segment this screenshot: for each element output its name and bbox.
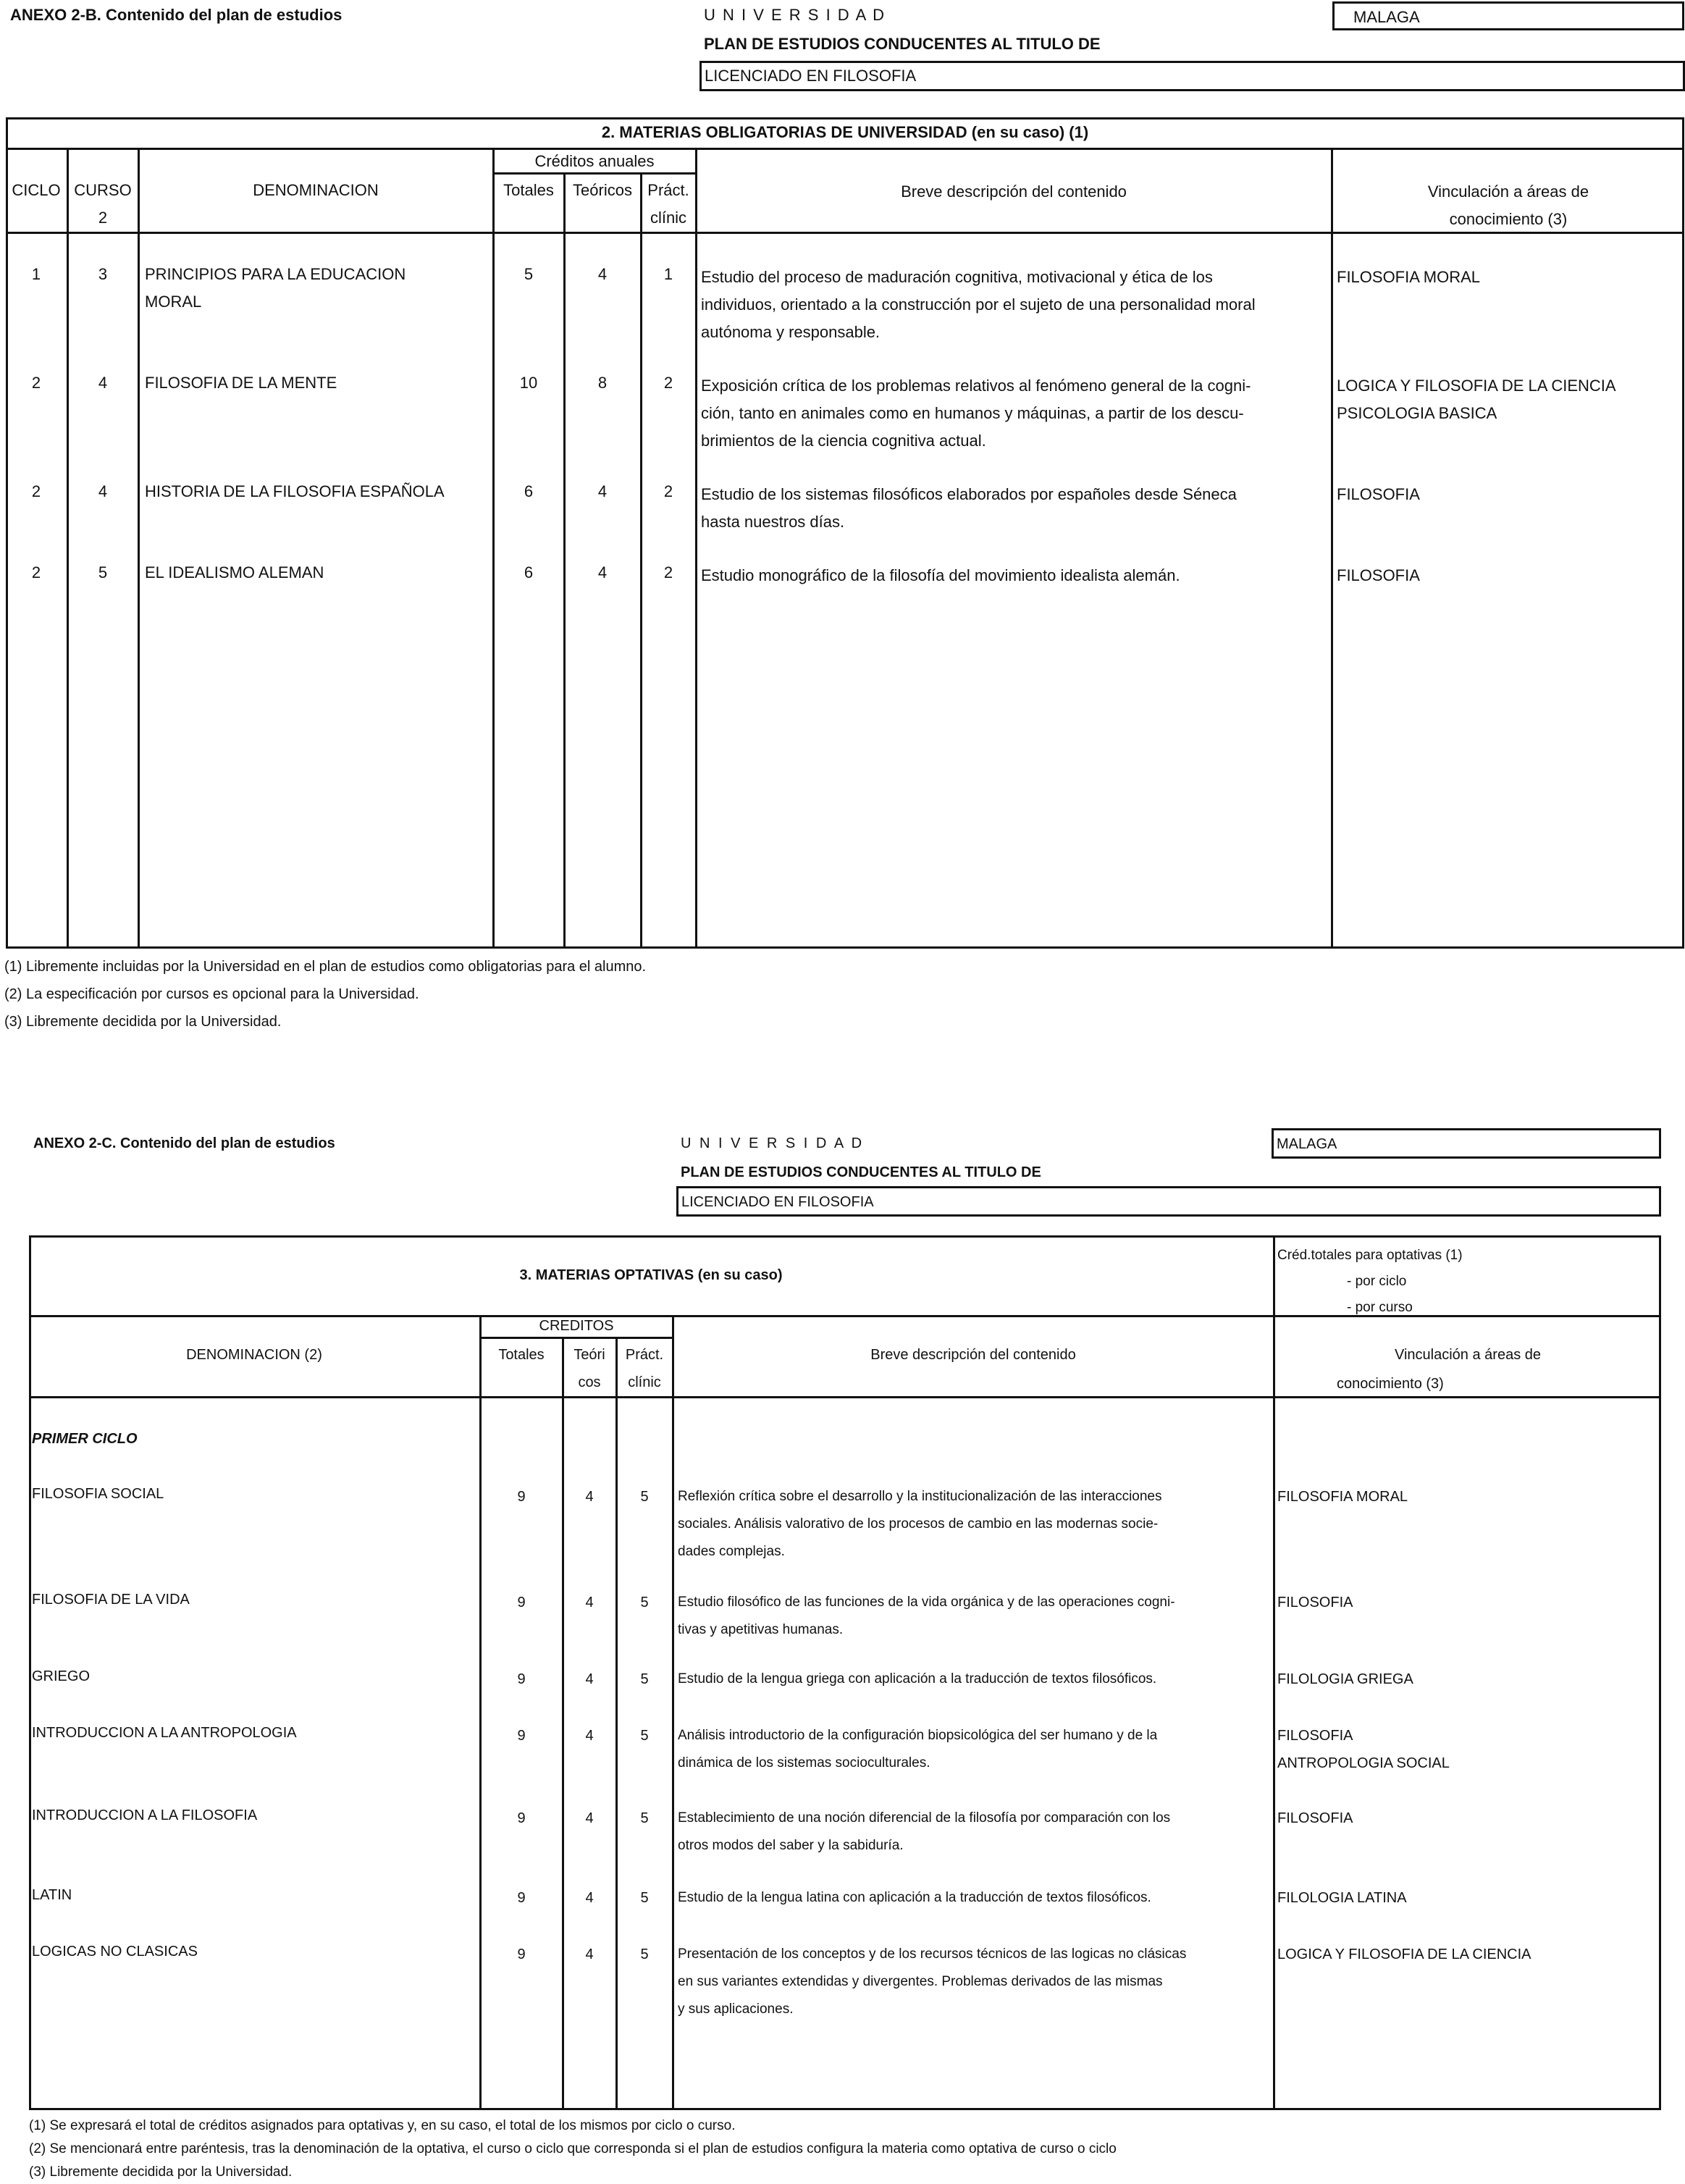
header-practicos: Práct.: [625, 1347, 664, 1363]
cell-denominacion: LOGICAS NO CLASICAS: [32, 1944, 198, 1960]
area-line: LOGICA Y FILOSOFIA DE LA CIENCIA: [1337, 377, 1616, 395]
footnote: (2) Se mencionará entre paréntesis, tras la denominación de la optativa, el curso o ciclo que corresponda si el plan de estudios configura la materia como optativa de curso o ciclo: [29, 2141, 1117, 2156]
plan-label: PLAN DE ESTUDIOS CONDUCENTES AL TITULO DE: [704, 35, 1101, 53]
area-line: FILOSOFIA: [1337, 485, 1420, 503]
descripcion-line: Presentación de los conceptos y de los recursos técnicos de las logicas no clásicas: [678, 1946, 1187, 1962]
cell-teoricos: 4: [585, 1810, 594, 1826]
footnote: (2) La especificación por cursos es opcional para la Universidad.: [4, 986, 419, 1002]
area-line: FILOLOGIA GRIEGA: [1277, 1671, 1413, 1687]
annex-title: ANEXO 2-C. Contenido del plan de estudios: [33, 1135, 335, 1151]
cred-totales-line: - por curso: [1347, 1300, 1413, 1315]
header-creditos: CREDITOS: [539, 1318, 614, 1334]
header-denominacion: DENOMINACION (2): [186, 1347, 322, 1363]
titulo-value: LICENCIADO EN FILOSOFIA: [681, 1194, 874, 1210]
header-vinculacion-2: conocimiento (3): [1337, 1376, 1444, 1392]
cell-areas: [1337, 372, 1616, 427]
cell-curso: 4: [98, 374, 108, 392]
footnote: (1) Se expresará el total de créditos asignados para optativas y, en su caso, el total de los mismos por ciclo o curso.: [29, 2118, 736, 2133]
cell-teoricos: 4: [597, 265, 608, 283]
cell-teoricos: 8: [597, 374, 608, 392]
cell-practicos: 5: [640, 1728, 649, 1744]
cell-denominacion: LATIN: [32, 1887, 72, 1903]
header-denominacion: DENOMINACION: [253, 181, 379, 199]
descripcion-line: otros modos del saber y la sabiduría.: [678, 1838, 904, 1853]
descripcion-line: autónoma y responsable.: [701, 323, 881, 341]
titulo-field: [699, 61, 1685, 91]
cell-denominacion: [145, 478, 445, 505]
area-line: PSICOLOGIA BASICA: [1337, 404, 1497, 422]
footnote: (3) Libremente decidida por la Universidad.: [4, 1014, 282, 1030]
cred-totales-line: - por ciclo: [1347, 1274, 1407, 1289]
cell-totales: 9: [517, 1671, 526, 1687]
table-title: 3. MATERIAS OPTATIVAS (en su caso): [519, 1267, 783, 1283]
area-line: FILOSOFIA: [1277, 1810, 1353, 1826]
cell-totales: 9: [517, 1810, 526, 1826]
cell-teoricos: 4: [585, 1890, 594, 1906]
cell-denominacion: GRIEGO: [32, 1668, 91, 1684]
header-teoricos: Teóri: [573, 1347, 605, 1363]
denominacion-line: PRINCIPIOS PARA LA EDUCACION: [145, 265, 406, 283]
denominacion-line: HISTORIA DE LA FILOSOFIA ESPAÑOLA: [145, 482, 445, 500]
cell-practicos: 2: [663, 374, 673, 392]
descripcion-line: individuos, orientado a la construcción por el sujeto de una personalidad moral: [701, 295, 1256, 314]
cell-teoricos: 4: [585, 1671, 594, 1687]
cell-practicos: 5: [640, 1489, 649, 1505]
cell-denominacion: [145, 369, 337, 397]
descripcion-line: Exposición crítica de los problemas relativos al fenómeno general de la cogni-: [701, 377, 1251, 395]
cell-descripcion: [701, 562, 1180, 589]
cell-descripcion: [701, 481, 1237, 536]
cell-areas: [1277, 1489, 1408, 1505]
descripcion-line: Reflexión crítica sobre el desarrollo y la institucionalización de las interacciones: [678, 1489, 1162, 1504]
cell-totales: 10: [519, 374, 538, 392]
header-creditos: Créditos anuales: [534, 152, 655, 170]
cell-ciclo: 1: [31, 265, 41, 283]
cell-totales: 9: [517, 1946, 526, 1962]
cell-ciclo: 2: [31, 374, 41, 392]
cell-teoricos: 4: [585, 1946, 594, 1962]
cell-descripcion: [701, 264, 1256, 346]
cell-ciclo: 2: [31, 563, 41, 581]
cell-practicos: 1: [663, 265, 673, 283]
cell-descripcion: [678, 1805, 1170, 1860]
cell-descripcion: [678, 1941, 1186, 2023]
cell-practicos: 2: [663, 563, 673, 581]
area-line: ANTROPOLOGIA SOCIAL: [1277, 1755, 1450, 1771]
cell-totales: 6: [524, 563, 534, 581]
descripcion-line: en sus variantes extendidas y divergentes. Problemas derivados de las mismas: [678, 1974, 1163, 1989]
descripcion-line: Estudio de la lengua griega con aplicación a la traducción de textos filosóficos.: [678, 1671, 1157, 1687]
titulo-value: LICENCIADO EN FILOSOFIA: [705, 67, 917, 85]
universidad-field: [1272, 1128, 1661, 1159]
cell-ciclo: 2: [31, 482, 41, 500]
descripcion-line: dades complejas.: [678, 1544, 785, 1559]
footnotes: [4, 953, 646, 1036]
cell-teoricos: 4: [585, 1489, 594, 1505]
header-ciclo: CICLO: [12, 181, 61, 199]
annex-title: ANEXO 2-B. Contenido del plan de estudios: [10, 6, 343, 24]
area-line: FILOSOFIA MORAL: [1337, 268, 1481, 286]
descripcion-line: dinámica de los sistemas socioculturales.: [678, 1755, 930, 1771]
cell-areas: [1337, 264, 1480, 291]
cell-teoricos: 4: [597, 563, 608, 581]
cell-descripcion: [678, 1483, 1162, 1566]
cell-areas: [1277, 1890, 1407, 1907]
cell-descripcion: [678, 1589, 1175, 1644]
descripcion-line: Estudio de la lengua latina con aplicación a la traducción de textos filosóficos.: [678, 1890, 1151, 1905]
descripcion-line: Estudio monográfico de la filosofía del movimiento idealista alemán.: [701, 566, 1180, 584]
cell-totales: 5: [524, 265, 534, 283]
table-title: 2. MATERIAS OBLIGATORIAS DE UNIVERSIDAD (en su caso) (1): [601, 123, 1089, 141]
descripcion-line: Estudio de los sistemas filosóficos elaborados por españoles desde Séneca: [701, 485, 1237, 503]
header-vinculacion: Vinculación a áreas de: [1427, 182, 1589, 201]
cell-curso: 3: [98, 265, 108, 283]
footnotes: [29, 2114, 1117, 2184]
header-totales: Totales: [503, 181, 554, 199]
cell-teoricos: 4: [585, 1728, 594, 1744]
plan-label: PLAN DE ESTUDIOS CONDUCENTES AL TITULO DE: [681, 1164, 1041, 1180]
area-line: FILOSOFIA: [1277, 1595, 1353, 1610]
cell-totales: 9: [517, 1595, 526, 1610]
universidad-field: [1332, 1, 1684, 30]
cell-totales: 9: [517, 1728, 526, 1744]
cell-denominacion: INTRODUCCION A LA ANTROPOLOGIA: [32, 1725, 297, 1741]
cell-teoricos: 4: [585, 1595, 594, 1610]
group-label: PRIMER CICLO: [32, 1431, 138, 1447]
descripcion-line: hasta nuestros días.: [701, 513, 845, 531]
header-totales: Totales: [498, 1347, 545, 1363]
cell-curso: 5: [98, 563, 108, 581]
denominacion-line: FILOSOFIA DE LA MENTE: [145, 374, 337, 392]
descripcion-line: y sus aplicaciones.: [678, 2002, 794, 2017]
footnote: (3) Libremente decidida por la Universidad.: [29, 2164, 293, 2180]
universidad-value: MALAGA: [1277, 1136, 1337, 1152]
header-descripcion: Breve descripción del contenido: [901, 182, 1127, 201]
cell-practicos: 5: [640, 1946, 649, 1962]
cell-practicos: 5: [640, 1810, 649, 1826]
descripcion-line: Estudio filosófico de las funciones de la vida orgánica y de las operaciones cogni-: [678, 1595, 1175, 1610]
cell-descripcion: [701, 372, 1251, 455]
cred-totales-line: Créd.totales para optativas (1): [1277, 1248, 1463, 1263]
cell-areas: [1277, 1722, 1450, 1777]
cell-practicos: 5: [640, 1595, 649, 1610]
header-teoricos-2: cos: [578, 1374, 601, 1390]
header-curso: CURSO: [74, 181, 132, 199]
cell-descripcion: [678, 1884, 1151, 1912]
cell-practicos: 2: [663, 482, 673, 500]
header-teoricos: Teóricos: [573, 181, 632, 199]
header-practicos-2: clínic: [650, 209, 687, 227]
cell-areas: [1277, 1810, 1353, 1827]
area-line: LOGICA Y FILOSOFIA DE LA CIENCIA: [1277, 1946, 1531, 1962]
cell-denominacion: [145, 261, 406, 316]
cell-denominacion: INTRODUCCION A LA FILOSOFIA: [32, 1807, 258, 1823]
footnote: (1) Libremente incluidas por la Universidad en el plan de estudios como obligatorias para el alumno.: [4, 959, 647, 975]
header-descripcion: Breve descripción del contenido: [870, 1347, 1076, 1363]
cell-curso: 4: [98, 482, 108, 500]
cell-descripcion: [678, 1666, 1156, 1693]
area-line: FILOLOGIA LATINA: [1277, 1890, 1407, 1906]
cell-areas: [1277, 1946, 1531, 1963]
cell-totales: 9: [517, 1890, 526, 1906]
cell-totales: 6: [524, 482, 534, 500]
universidad-label: U N I V E R S I D A D: [704, 6, 886, 24]
descripcion-line: tivas y apetitivas humanas.: [678, 1622, 844, 1637]
cell-practicos: 5: [640, 1671, 649, 1687]
descripcion-line: Estudio del proceso de maduración cognitiva, motivacional y ética de los: [701, 268, 1213, 286]
titulo-field: [676, 1186, 1661, 1217]
cell-descripcion: [678, 1722, 1157, 1777]
area-line: FILOSOFIA: [1337, 566, 1420, 584]
cell-totales: 9: [517, 1489, 526, 1505]
cell-denominacion: FILOSOFIA SOCIAL: [32, 1486, 164, 1502]
descripcion-line: brimientos de la ciencia cognitiva actual.: [701, 432, 986, 450]
descripcion-line: ción, tanto en animales como en humanos y máquinas, a partir de los descu-: [701, 404, 1244, 422]
header-practicos-2: clínic: [628, 1374, 661, 1390]
header-vinculacion-2: conocimiento (3): [1449, 210, 1568, 228]
descripcion-line: Análisis introductorio de la configuración biopsicológica del ser humano y de la: [678, 1728, 1158, 1743]
header-vinculacion: Vinculación a áreas de: [1395, 1347, 1541, 1363]
cell-areas: [1337, 481, 1420, 508]
header-curso-note: 2: [98, 209, 108, 227]
universidad-value: MALAGA: [1353, 8, 1420, 26]
universidad-label: U N I V E R S I D A D: [681, 1135, 865, 1151]
denominacion-line: MORAL: [145, 293, 202, 311]
cell-areas: [1277, 1595, 1353, 1611]
descripcion-line: sociales. Análisis valorativo de los procesos de cambio en las modernas socie-: [678, 1516, 1159, 1532]
area-line: FILOSOFIA MORAL: [1277, 1489, 1408, 1505]
denominacion-line: EL IDEALISMO ALEMAN: [145, 563, 324, 581]
cell-practicos: 5: [640, 1890, 649, 1906]
cell-areas: [1337, 562, 1420, 589]
area-line: FILOSOFIA: [1277, 1728, 1353, 1744]
cell-denominacion: FILOSOFIA DE LA VIDA: [32, 1592, 190, 1608]
cell-denominacion: [145, 559, 324, 587]
header-practicos: Práct.: [647, 181, 689, 199]
cred-totales: [1277, 1243, 1463, 1321]
descripcion-line: Establecimiento de una noción diferencial de la filosofía por comparación con los: [678, 1810, 1171, 1826]
cell-areas: [1277, 1671, 1413, 1688]
cell-teoricos: 4: [597, 482, 608, 500]
